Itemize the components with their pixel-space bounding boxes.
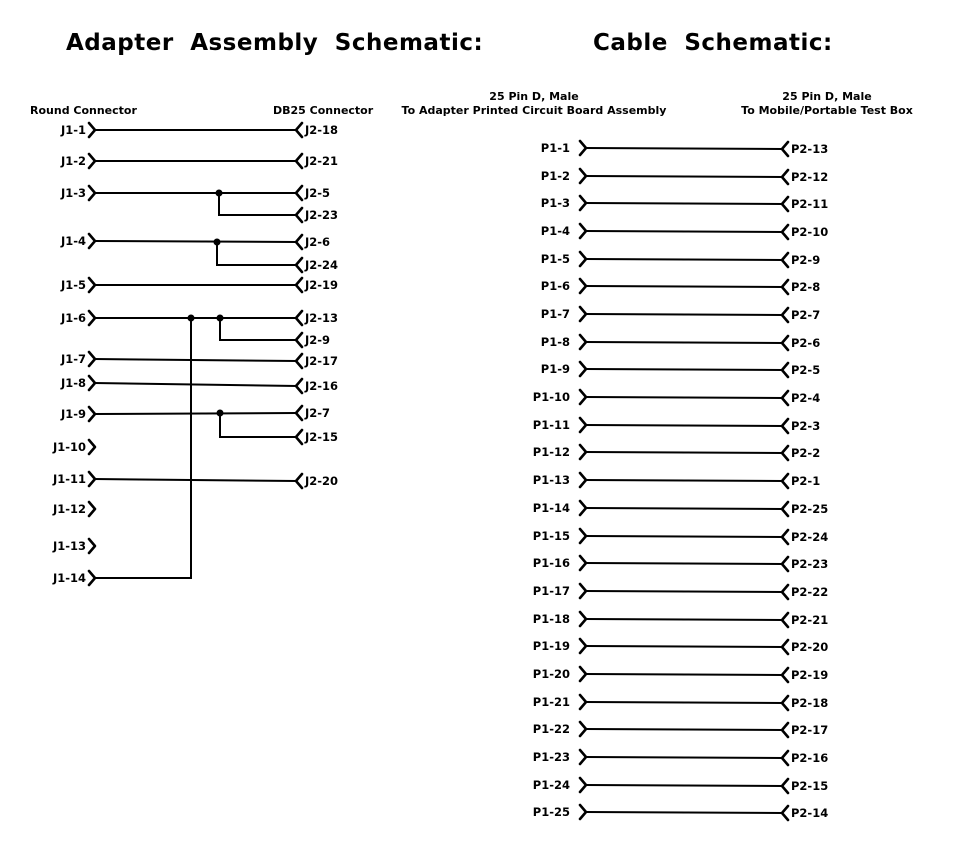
p2-pin-label: P2-5 — [791, 363, 821, 377]
p2-pin-label: P2-24 — [791, 530, 829, 544]
round-pin-label: J1-7 — [60, 352, 86, 366]
db25-pin-label: J2-16 — [305, 379, 339, 393]
p1-pin-label: P1-18 — [532, 612, 570, 626]
db25-pin-label: J2-6 — [305, 235, 331, 249]
p2-pin-label: P2-19 — [791, 668, 829, 682]
db25-pin-label: J2-9 — [305, 333, 331, 347]
p2-pin-label: P2-11 — [791, 197, 829, 211]
cable-wire — [585, 757, 783, 758]
round-pin-label: J1-2 — [60, 154, 86, 168]
adapter-branch-wire — [217, 242, 297, 265]
p2-pin-label: P2-20 — [791, 640, 829, 654]
p1-pin-label: P1-1 — [540, 141, 570, 155]
round-pin-label: J1-12 — [52, 502, 86, 516]
p1-pin-label: P1-24 — [532, 778, 570, 792]
round-pin-chevron — [89, 502, 95, 516]
p2-pin-label: P2-6 — [791, 336, 821, 350]
p1-pin-label: P1-6 — [540, 279, 570, 293]
cable-wire — [585, 231, 783, 232]
p1-pin-label: P1-20 — [532, 667, 570, 681]
round-pin-label: J1-5 — [60, 278, 86, 292]
p1-pin-label: P1-7 — [540, 307, 570, 321]
round-pin-label: J1-14 — [52, 571, 86, 585]
db25-pin-label: J2-23 — [305, 208, 339, 222]
cable-right-header-line2: To Mobile/Portable Test Box — [741, 104, 913, 117]
round-pin-label: J1-13 — [52, 539, 86, 553]
p2-pin-label: P2-21 — [791, 613, 829, 627]
cable-wire — [585, 785, 783, 786]
p2-pin-label: P2-18 — [791, 696, 829, 710]
p1-pin-label: P1-21 — [532, 695, 570, 709]
junction-dot — [217, 410, 224, 417]
db25-pin-label: J2-24 — [305, 258, 339, 272]
adapter-wire — [94, 479, 297, 481]
db25-pin-label: J2-18 — [305, 123, 339, 137]
round-connector-header: Round Connector — [30, 104, 137, 117]
p2-pin-label: P2-1 — [791, 474, 821, 488]
p1-pin-label: P1-4 — [540, 224, 570, 238]
adapter-wire — [94, 413, 297, 414]
cable-wire — [585, 480, 783, 481]
db25-connector-header: DB25 Connector — [273, 104, 374, 117]
adapter-branch-wire — [220, 318, 297, 340]
db25-pin-label: J2-21 — [305, 154, 339, 168]
adapter-branch-wire — [94, 318, 191, 578]
adapter-wire — [94, 383, 297, 386]
cable-wire — [585, 646, 783, 647]
cable-title: Cable Schematic: — [593, 30, 833, 56]
p1-pin-label: P1-5 — [540, 252, 570, 266]
p2-pin-label: P2-16 — [791, 751, 829, 765]
p2-pin-label: P2-25 — [791, 502, 829, 516]
p2-pin-label: P2-22 — [791, 585, 829, 599]
p1-pin-label: P1-15 — [532, 529, 570, 543]
cable-wire — [585, 536, 783, 537]
round-pin-label: J1-1 — [60, 123, 86, 137]
cable-wire — [585, 508, 783, 509]
adapter-branch-wire — [219, 193, 297, 215]
cable-wire — [585, 148, 783, 149]
adapter-wire — [94, 241, 297, 242]
junction-dot — [214, 239, 221, 246]
p2-pin-label: P2-12 — [791, 170, 829, 184]
round-pin-label: J1-9 — [60, 407, 86, 421]
cable-wire — [585, 259, 783, 260]
cable-wire — [585, 369, 783, 370]
p2-pin-label: P2-3 — [791, 419, 821, 433]
p1-pin-label: P1-3 — [540, 196, 570, 210]
p2-pin-label: P2-9 — [791, 253, 821, 267]
adapter-branch-wire — [220, 413, 297, 437]
p2-pin-label: P2-14 — [791, 806, 829, 820]
cable-left-header-line2: To Adapter Printed Circuit Board Assembly — [401, 104, 667, 117]
cable-wire — [585, 563, 783, 564]
p1-pin-label: P1-14 — [532, 501, 570, 515]
p1-pin-label: P1-9 — [540, 362, 570, 376]
junction-dot — [216, 190, 223, 197]
db25-pin-label: J2-20 — [305, 474, 339, 488]
cable-wire — [585, 342, 783, 343]
p1-pin-label: P1-12 — [532, 445, 570, 459]
p2-pin-label: P2-17 — [791, 723, 829, 737]
p1-pin-label: P1-11 — [532, 418, 570, 432]
junction-dot — [217, 315, 224, 322]
round-pin-label: J1-6 — [60, 311, 86, 325]
round-pin-label: J1-11 — [52, 472, 86, 486]
round-pin-chevron — [89, 440, 95, 454]
p1-pin-label: P1-22 — [532, 722, 570, 736]
p1-pin-label: P1-10 — [532, 390, 570, 404]
p1-pin-label: P1-19 — [532, 639, 570, 653]
cable-wire — [585, 397, 783, 398]
p1-pin-label: P1-2 — [540, 169, 570, 183]
cable-wire — [585, 425, 783, 426]
p1-pin-label: P1-17 — [532, 584, 570, 598]
cable-wire — [585, 203, 783, 204]
p2-pin-label: P2-15 — [791, 779, 829, 793]
db25-pin-label: J2-17 — [305, 354, 339, 368]
p2-pin-label: P2-8 — [791, 280, 821, 294]
adapter-wire — [94, 359, 297, 361]
p1-pin-label: P1-25 — [532, 805, 570, 819]
cable-wire — [585, 674, 783, 675]
p1-pin-label: P1-16 — [532, 556, 570, 570]
cable-left-header-line1: 25 Pin D, Male — [489, 90, 579, 103]
cable-right-header-line1: 25 Pin D, Male — [782, 90, 872, 103]
cable-wire — [585, 452, 783, 453]
adapter-title: Adapter Assembly Schematic: — [66, 30, 484, 56]
db25-pin-label: J2-19 — [305, 278, 339, 292]
round-pin-label: J1-10 — [52, 440, 86, 454]
cable-wire — [585, 729, 783, 730]
p1-pin-label: P1-23 — [532, 750, 570, 764]
p2-pin-label: P2-23 — [791, 557, 829, 571]
p2-pin-label: P2-2 — [791, 446, 821, 460]
cable-wire — [585, 286, 783, 287]
cable-wire — [585, 314, 783, 315]
round-pin-label: J1-8 — [60, 376, 86, 390]
p2-pin-label: P2-7 — [791, 308, 821, 322]
p1-pin-label: P1-13 — [532, 473, 570, 487]
round-pin-label: J1-4 — [60, 234, 86, 248]
round-pin-label: J1-3 — [60, 186, 86, 200]
cable-wire — [585, 176, 783, 177]
p2-pin-label: P2-10 — [791, 225, 829, 239]
p1-pin-label: P1-8 — [540, 335, 570, 349]
cable-wire — [585, 591, 783, 592]
db25-pin-label: J2-15 — [305, 430, 339, 444]
db25-pin-label: J2-13 — [305, 311, 339, 325]
db25-pin-label: J2-7 — [305, 406, 331, 420]
cable-wire — [585, 619, 783, 620]
cable-wire — [585, 812, 783, 813]
cable-wire — [585, 702, 783, 703]
round-pin-chevron — [89, 539, 95, 553]
db25-pin-label: J2-5 — [305, 186, 331, 200]
p2-pin-label: P2-13 — [791, 142, 829, 156]
p2-pin-label: P2-4 — [791, 391, 821, 405]
